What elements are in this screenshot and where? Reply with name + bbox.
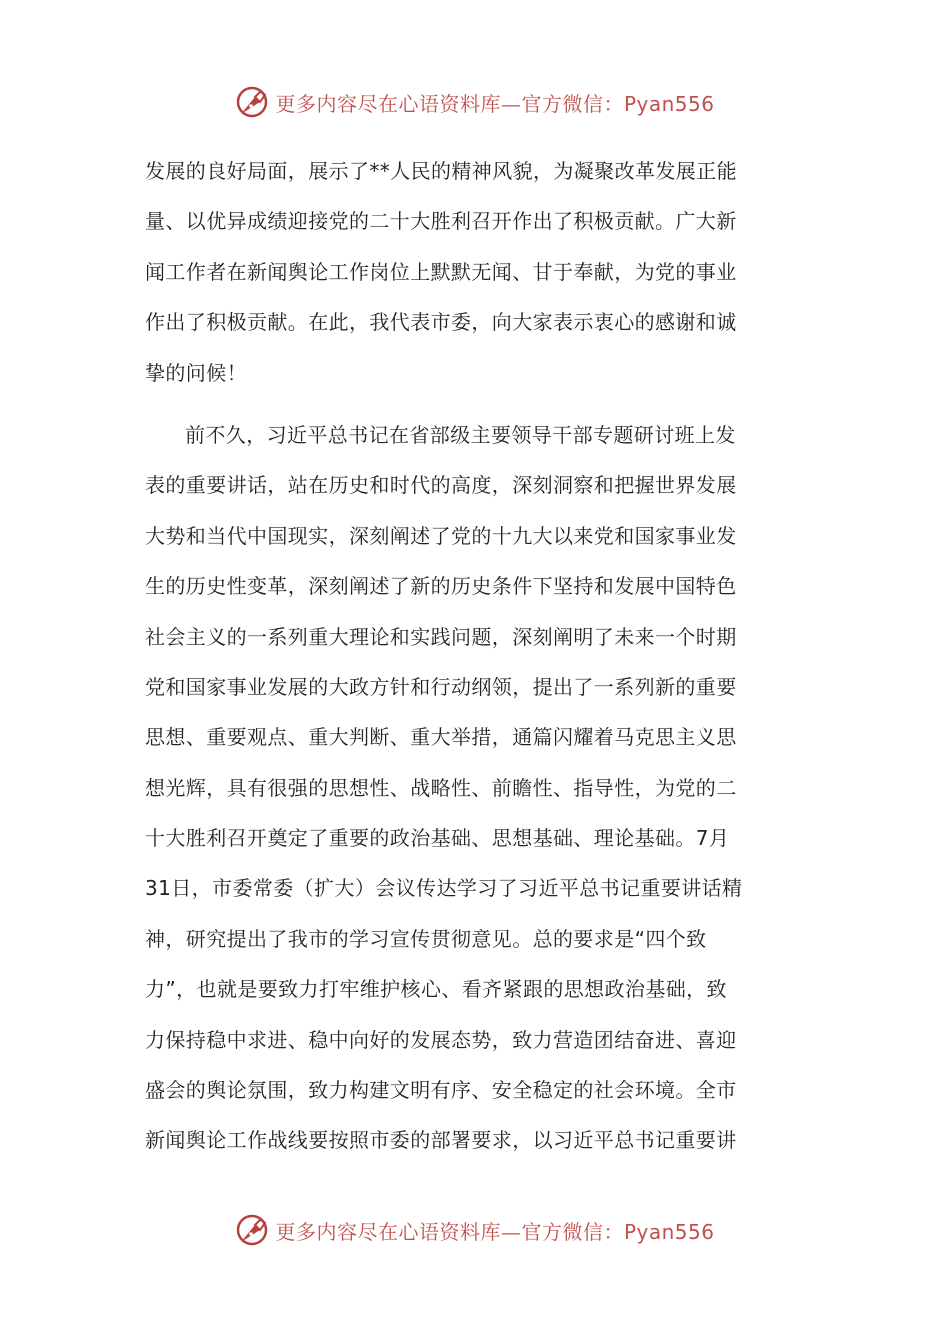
text-line: 力保持稳中求进、稳中向好的发展态势，致力营造团结奋进、喜迎 [145, 1027, 737, 1052]
document-body [145, 146, 805, 1166]
text-line: 十大胜利召开奠定了重要的政治基础、思想基础、理论基础。7月 [145, 826, 730, 851]
text-line: 生的历史性变革，深刻阐述了新的历史条件下坚持和发展中国特色 [145, 574, 737, 599]
header-wechat-text: 官方微信：Pyan556 [521, 91, 715, 116]
paragraph-1 [145, 146, 805, 398]
text-line: 力”，也就是要致力打牢维护核心、看齐紧跟的思想政治基础，致 [145, 977, 727, 1002]
text-line: 神，研究提出了我市的学习宣传贯彻意见。总的要求是“四个致 [145, 926, 707, 951]
text-line: 作出了积极贡献。在此，我代表市委，向大家表示衷心的感谢和诚 [145, 310, 737, 335]
text-line: 表的重要讲话，站在历史和时代的高度，深刻洞察和把握世界发展 [145, 473, 737, 498]
text-line: 挚的问候！ [145, 360, 247, 385]
text-line: 发展的良好局面，展示了**人民的精神风貌，为凝聚改革发展正能 [145, 159, 737, 183]
text-line: 思想、重要观点、重大判断、重大举措，通篇闪耀着马克思主义思 [145, 725, 737, 750]
pen-nib-logo-icon [235, 85, 269, 119]
text-line: 盛会的舆论氛围，致力构建文明有序、安全稳定的社会环境。全市 [145, 1078, 737, 1103]
text-line: 31日，市委常委（扩大）会议传达学习了习近平总书记重要讲话精 [145, 876, 743, 901]
text-line: 大势和当代中国现实，深刻阐述了党的十九大以来党和国家事业发 [145, 523, 737, 548]
footer-site-text: 更多内容尽在心语资料库— [275, 1219, 522, 1244]
text-line: 党和国家事业发展的大政方针和行动纲领，提出了一系列新的重要 [145, 674, 737, 699]
text-line: 想光辉，具有很强的思想性、战略性、前瞻性、指导性，为党的二 [145, 775, 737, 800]
text-line: 闻工作者在新闻舆论工作岗位上默默无闻、甘于奉献，为党的事业 [145, 259, 737, 284]
header-banner-text [275, 88, 714, 117]
footer-banner [0, 1206, 950, 1254]
paragraph-2 [145, 410, 805, 1166]
paragraph-gap [145, 398, 805, 410]
text-line: 社会主义的一系列重大理论和实践问题，深刻阐明了未来一个时期 [145, 624, 737, 649]
header-site-text: 更多内容尽在心语资料库— [275, 91, 522, 116]
text-line: 量、以优异成绩迎接党的二十大胜利召开作出了积极贡献。广大新 [145, 209, 737, 234]
text-line: 前不久，习近平总书记在省部级主要领导干部专题研讨班上发 [185, 422, 736, 447]
footer-wechat-text: 官方微信：Pyan556 [521, 1219, 715, 1244]
text-line: 新闻舆论工作战线要按照市委的部署要求，以习近平总书记重要讲 [145, 1128, 737, 1153]
pen-nib-logo-icon [235, 1213, 269, 1247]
header-banner [0, 78, 950, 126]
footer-banner-text [275, 1216, 714, 1245]
